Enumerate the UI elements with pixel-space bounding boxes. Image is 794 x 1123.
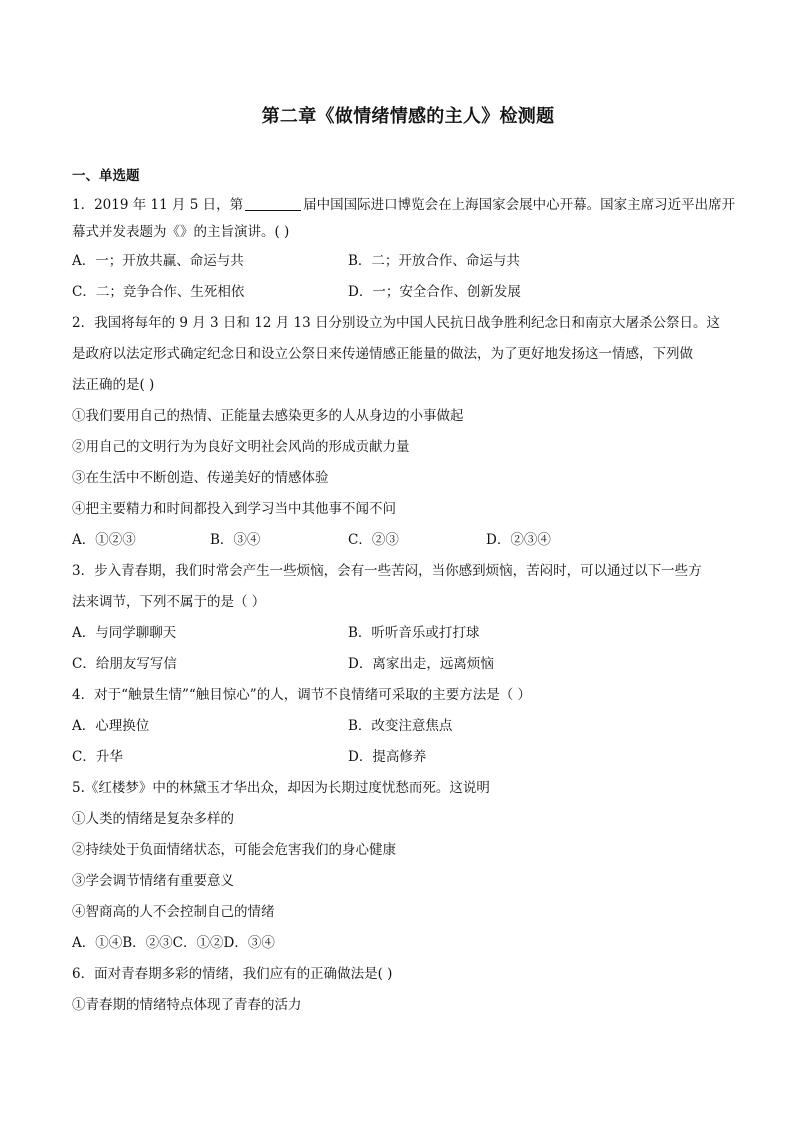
- question-text: 是政府以法定形式确定纪念日和设立公祭日来传递情感正能量的做法，为了更好地发扬这一情感，下列做: [72, 346, 693, 362]
- statement-item: ①我们要用自己的热情、正能量去感染更多的人从身边的小事做起: [72, 408, 464, 424]
- option-b: B．听听音乐或打打球: [348, 625, 480, 641]
- option-b: B．二；开放合作、命运与共: [348, 253, 520, 269]
- question-3: [72, 556, 724, 680]
- option-a: A．与同学聊聊天: [72, 625, 177, 641]
- question-text: [72, 192, 736, 219]
- options-row: [72, 525, 724, 556]
- question-text-part: 届中国国际进口博览会在上海国家会展中心开幕。国家主席习近平出席开: [303, 197, 736, 213]
- question-4: [72, 680, 724, 773]
- question-text: 4．对于“触景生情”“触目惊心”的人，调节不良情绪可采取的主要方法是（ ）: [72, 687, 531, 703]
- option-d: D．一；安全合作、创新发展: [348, 284, 521, 300]
- option-c: C．升华: [72, 749, 123, 765]
- statement-item: ③在生活中不断创造、传递美好的情感体验: [72, 470, 329, 486]
- statement-item: ①人类的情绪是复杂多样的: [72, 811, 234, 827]
- option-d: D．提高修养: [348, 749, 427, 765]
- question-text: 法正确的是( ): [72, 377, 155, 393]
- section-title: 一、单选题: [72, 168, 140, 184]
- question-text: 2．我国将每年的 9 月 3 日和 12 月 13 日分别设立为中国人民抗日战争胜利纪念日和南京大屠杀公祭日。这: [72, 315, 720, 331]
- option-a: A．①②③: [72, 532, 136, 548]
- option-d: D．离家出走，远离烦恼: [348, 656, 494, 672]
- option-a: A．心理换位: [72, 718, 150, 734]
- options-row: [72, 711, 724, 742]
- question-text: 幕式并发表题为《》的主旨演讲。( ): [72, 224, 290, 240]
- statement-item: ②用自己的文明行为为良好文明社会风尚的形成贡献力量: [72, 439, 410, 455]
- statement-item: ③学会调节情绪有重要意义: [72, 873, 234, 889]
- options-row: [72, 277, 724, 308]
- option-b: B．③④: [210, 532, 261, 548]
- question-2: [72, 308, 724, 556]
- option-c: C．②③: [348, 532, 399, 548]
- page-title: 第二章《做情绪情感的主人》检测题: [261, 106, 555, 127]
- question-text: 5.《红楼梦》中的林黛玉才华出众，却因为长期过度忧愁而死。这说明: [72, 780, 490, 796]
- option-d: D．②③④: [486, 532, 551, 548]
- options-row: [72, 246, 724, 277]
- question-5: [72, 773, 724, 959]
- question-1: [72, 192, 736, 308]
- statement-item: ②持续处于负面情绪状态，可能会危害我们的身心健康: [72, 842, 396, 858]
- question-text: 3．步入青春期，我们时常会产生一些烦恼，会有一些苦闷，当你感到烦恼，苦闷时，可以通过以下一些方: [72, 563, 702, 579]
- option-b: B．改变注意焦点: [348, 718, 453, 734]
- question-text: 法来调节，下列不属于的是（ ）: [72, 594, 266, 610]
- statement-item: ④智商高的人不会控制自己的情绪: [72, 904, 275, 920]
- statement-item: ①青春期的情绪特点体现了青春的活力: [72, 997, 302, 1013]
- options-row: [72, 742, 724, 773]
- question-text-part: 1．2019 年 11 月 5 日，第: [72, 197, 244, 213]
- question-text: 6．面对青春期多彩的情绪，我们应有的正确做法是( ): [72, 966, 393, 982]
- option-c: C．给朋友写写信: [72, 656, 177, 672]
- options-row: [72, 618, 724, 649]
- option-c: C．二；竞争合作、生死相依: [72, 284, 245, 300]
- options-line: A．①④B．②③C．①②D．③④: [72, 935, 275, 951]
- question-6: [72, 959, 724, 1021]
- option-a: A．一；开放共赢、命运与共: [72, 253, 244, 269]
- options-row: [72, 649, 724, 680]
- fill-blank: [245, 196, 301, 211]
- statement-item: ④把主要精力和时间都投入到学习当中其他事不闻不问: [72, 501, 396, 517]
